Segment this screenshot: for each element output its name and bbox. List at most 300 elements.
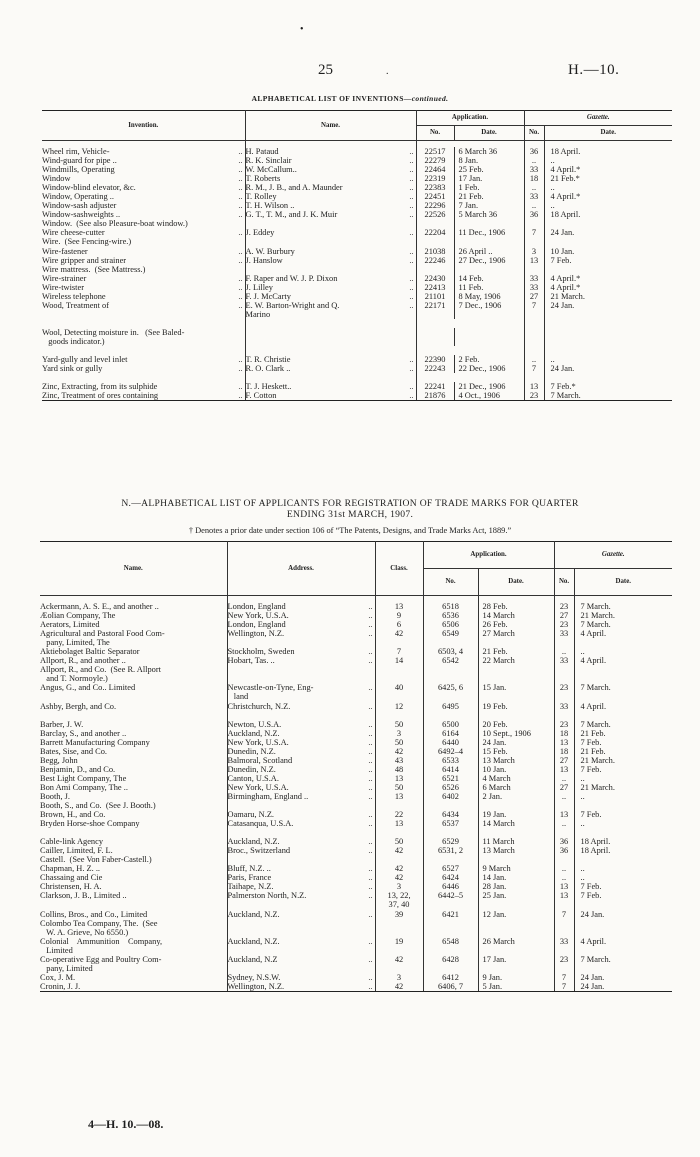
spacer-cell [245, 373, 397, 382]
application-no-cell [423, 674, 478, 683]
application-date-cell: 25 Feb. [454, 165, 524, 174]
address-cell [227, 964, 359, 973]
gazette-date-cell: 18 April. [550, 210, 581, 220]
class-cell: 50 [375, 738, 423, 747]
name-leader [220, 837, 227, 846]
gazette-no-cell: 33 [554, 702, 574, 711]
address-leader: .. [359, 819, 375, 828]
address-cell [227, 855, 359, 864]
application-no-cell: 6406, 7 [423, 982, 478, 992]
application-date-cell: 11 Feb. [454, 283, 524, 292]
gazette-no-cell [554, 919, 574, 928]
name-leader [220, 738, 227, 747]
application-no-cell: 22246 [416, 256, 454, 265]
name-leader: .. [397, 174, 416, 183]
application-date-cell: 7 Dec., 1906 [454, 301, 524, 310]
application-no-cell [423, 801, 478, 810]
application-date-cell: 11 March [478, 837, 554, 846]
spacer-cell [245, 346, 397, 355]
gazette-no-cell: 7 [524, 301, 544, 310]
address-cell: Auckland, N.Z. [227, 728, 280, 738]
inventions-col-gazette-no: No. [524, 126, 544, 141]
application-no-cell: 22383 [416, 183, 454, 192]
address-cell [227, 674, 359, 683]
application-no-cell: 6425, 6 [423, 683, 478, 692]
class-cell: 42 [375, 873, 423, 882]
application-date-cell [478, 900, 554, 909]
application-date-cell [454, 328, 524, 337]
inventions-row [42, 192, 672, 201]
inventions-row [42, 174, 672, 183]
gazette-no-cell: .. [554, 774, 574, 783]
address-cell: Auckland, N.Z. [227, 936, 280, 946]
name-leader [397, 337, 416, 346]
application-date-cell: 10 Jan. [478, 765, 554, 774]
name-leader [220, 620, 227, 629]
invention-cell: Window-sash adjuster [42, 201, 117, 211]
applicant-name-cell: F. J. McCarty [245, 291, 291, 301]
applicant-name-cell [245, 328, 397, 337]
application-date-cell: 22 March [478, 656, 554, 665]
application-no-cell: 6518 [423, 602, 478, 611]
invention-leader: .. [231, 174, 245, 183]
application-no-cell: 6440 [423, 738, 478, 747]
application-no-cell: 22430 [416, 274, 454, 283]
gazette-no-cell [524, 219, 544, 228]
address-cell: Oamaru, N.Z. [227, 810, 275, 820]
address-cell: Auckland, N.Z. [227, 909, 280, 919]
gazette-date-cell: .. [550, 156, 555, 166]
invention-cell: Zinc, Extracting, from its sulphide [42, 382, 158, 392]
name-leader: .. [397, 256, 416, 265]
invention-leader: .. [231, 210, 245, 219]
application-date-cell: 14 Jan. [478, 873, 554, 882]
class-cell: 42 [375, 955, 423, 964]
address-cell: Auckland, N.Z [227, 954, 278, 964]
invention-cell: Window, Operating .. [42, 192, 114, 202]
gazette-date-cell: 7 March. [580, 620, 611, 630]
gazette-date-cell: 24 Jan. [574, 982, 672, 992]
trade-marks-row [40, 864, 672, 873]
gazette-no-cell: 27 [554, 756, 574, 765]
address-leader: .. [359, 810, 375, 819]
gazette-no-cell [554, 638, 574, 647]
gazette-date-cell: 4 April. [580, 701, 607, 711]
trade-marks-col-address: Address. [227, 542, 375, 596]
class-cell [375, 674, 423, 683]
class-cell: 13 [375, 819, 423, 828]
application-no-cell [423, 665, 478, 674]
trade-mark-name-cell: Cailler, Limited, F. L. [40, 846, 113, 856]
name-leader [220, 810, 227, 819]
class-cell: 42 [375, 864, 423, 873]
name-leader [220, 900, 227, 909]
trade-marks-note: † Denotes a prior date under section 106 of “The Patents, Designs, and Trade Marks Act, 1889.” [188, 526, 512, 535]
inventions-row [42, 265, 672, 274]
name-leader [220, 882, 227, 891]
trade-mark-name-cell: Aktiebolaget Baltic Separator [40, 647, 140, 657]
gazette-no-cell: 18 [524, 174, 544, 183]
trade-mark-name-cell: Co-operative Egg and Poultry Com- [40, 954, 162, 964]
gazette-date-cell [574, 674, 672, 683]
applicant-name-cell: T. J. Heskett.. [245, 382, 292, 392]
application-no-cell: 6548 [423, 937, 478, 946]
application-date-cell: 22 Dec., 1906 [454, 364, 524, 373]
trade-mark-name-cell: Collins, Bros., and Co., Limited [40, 909, 148, 919]
application-no-cell: 22464 [416, 165, 454, 174]
inventions-row [42, 301, 672, 310]
address-leader [359, 964, 375, 973]
spacer-cell [524, 373, 544, 382]
name-leader: .. [397, 247, 416, 256]
spacer-cell [524, 346, 544, 355]
application-no-cell: 6428 [423, 955, 478, 964]
applicant-name-cell [245, 237, 397, 246]
gazette-no-cell: 13 [524, 382, 544, 391]
name-leader: .. [397, 382, 416, 391]
address-cell: Broc., Switzerland [227, 846, 291, 856]
name-leader: .. [397, 192, 416, 201]
inventions-row [42, 364, 672, 373]
trade-marks-row [40, 747, 672, 756]
name-leader: .. [397, 210, 416, 219]
gazette-date-cell [574, 638, 672, 647]
applicant-name-cell: J. Hanslow [245, 255, 283, 265]
trade-mark-name-cell: Brown, H., and Co. [40, 810, 106, 820]
gazette-date-cell: 7 March. [580, 683, 611, 693]
trade-mark-name-cell: Benjamin, D., and Co. [40, 764, 116, 774]
application-no-cell: 22526 [416, 210, 454, 219]
gazette-date-cell: 24 Jan. [550, 300, 575, 310]
class-cell: 13 [375, 602, 423, 611]
address-cell [227, 919, 359, 928]
trade-marks-row [40, 692, 672, 701]
application-no-cell [416, 337, 454, 346]
invention-leader: .. [231, 382, 245, 391]
name-leader: .. [397, 147, 416, 156]
application-no-cell [416, 219, 454, 228]
address-leader [359, 855, 375, 864]
gazette-no-cell: .. [524, 183, 544, 192]
inventions-col-invention: Invention. [42, 111, 245, 141]
class-cell: 22 [375, 810, 423, 819]
application-date-cell [478, 919, 554, 928]
gazette-no-cell: 18 [554, 747, 574, 756]
address-leader: .. [359, 982, 375, 992]
name-leader [220, 973, 227, 982]
application-date-cell [454, 337, 524, 346]
application-date-cell: 13 March [478, 756, 554, 765]
trade-mark-name-cell: Bon Ami Company, The .. [40, 782, 128, 792]
trade-marks-col-application: Application. [423, 542, 554, 569]
trade-mark-name-cell: Bryden Horse-shoe Company [40, 819, 140, 829]
trade-marks-header-row-1 [40, 542, 672, 569]
name-leader [220, 982, 227, 992]
trade-mark-name-cell: Allport, R., and Co. (See R. Allport [40, 665, 227, 674]
address-cell: Canton, U.S.A. [227, 773, 279, 783]
applicant-name-cell: F. Cotton [245, 391, 397, 401]
gazette-no-cell: 27 [554, 783, 574, 792]
trade-marks-gap-row [40, 828, 672, 837]
gazette-no-cell: 13 [524, 256, 544, 265]
application-date-cell: 5 Jan. [478, 982, 554, 992]
address-cell: Wellington, N.Z. [227, 982, 359, 992]
gazette-no-cell: 33 [524, 192, 544, 201]
applicant-name-cell: T. H. Wilson .. [245, 201, 295, 211]
gazette-date-cell: 21 Feb.* [550, 174, 580, 184]
address-leader: .. [359, 611, 375, 620]
spacer-cell [40, 711, 220, 720]
address-leader: .. [359, 629, 375, 638]
gazette-date-cell: 7 March. [580, 719, 611, 729]
application-date-cell: 21 Dec., 1906 [454, 382, 524, 391]
class-cell: 9 [375, 611, 423, 620]
invention-cell: Yard sink or gully [42, 364, 103, 374]
trade-marks-row [40, 819, 672, 828]
trade-marks-row [40, 683, 672, 692]
class-cell: 13 [375, 792, 423, 801]
spacer-cell [231, 319, 245, 328]
address-leader [359, 692, 375, 701]
address-leader: .. [359, 620, 375, 629]
name-leader [397, 328, 416, 337]
application-no-cell: 6537 [423, 819, 478, 828]
gazette-date-cell [544, 337, 672, 346]
application-no-cell: 6503, 4 [423, 647, 478, 656]
address-cell: Taihape, N.Z. [227, 882, 274, 892]
name-leader [397, 310, 416, 319]
invention-cell: Wire mattress. (See Mattress.) [42, 265, 245, 274]
spacer-cell [524, 319, 544, 328]
application-no-cell [423, 692, 478, 701]
address-leader [359, 674, 375, 683]
trade-marks-row [40, 801, 672, 810]
invention-leader: .. [231, 391, 245, 401]
address-leader: .. [359, 955, 375, 964]
trade-marks-row [40, 629, 672, 638]
gazette-date-cell: 24 Jan. [580, 972, 605, 982]
gazette-date-cell: .. [580, 791, 585, 801]
gazette-no-cell: 33 [524, 283, 544, 292]
address-leader [359, 801, 375, 810]
inventions-col-name: Name. [245, 111, 416, 141]
spacer-cell [554, 828, 574, 837]
application-no-cell: 22390 [416, 355, 454, 364]
gazette-no-cell: .. [554, 819, 574, 828]
spacer-cell [227, 828, 359, 837]
invention-leader: .. [231, 183, 245, 192]
inventions-row [42, 147, 672, 156]
inventions-caption [0, 94, 700, 103]
trade-mark-name-cell: Colonial Ammunition Company, [40, 936, 163, 946]
gazette-no-cell [554, 665, 574, 674]
invention-cell: Wire-fastener [42, 246, 88, 256]
address-cell: New York, U.S.A. [227, 782, 289, 792]
application-date-cell: 28 Feb. [478, 602, 554, 611]
trade-mark-name-cell: pany, Limited [40, 964, 227, 973]
application-no-cell: 6492–4 [423, 747, 478, 756]
trade-mark-name-cell: Best Light Company, The [40, 773, 127, 783]
invention-cell: Wire-strainer [42, 273, 87, 283]
spacer-cell [359, 828, 375, 837]
gazette-date-cell [574, 665, 672, 674]
gazette-date-cell: 4 April.* [550, 165, 581, 175]
gazette-no-cell: 33 [524, 165, 544, 174]
inventions-row [42, 201, 672, 210]
applicant-name-cell: T. R. Christie [245, 354, 291, 364]
trade-marks-gap-row [40, 711, 672, 720]
name-leader [220, 765, 227, 774]
trade-marks-row [40, 964, 672, 973]
name-leader [397, 219, 416, 228]
applicant-name-cell: H. Pataud [245, 147, 279, 156]
applicant-name-cell: J. Eddey [245, 228, 275, 238]
application-no-cell: 6495 [423, 702, 478, 711]
name-leader [397, 265, 416, 274]
name-leader: .. [397, 183, 416, 192]
gazette-no-cell [554, 900, 574, 909]
address-cell: land [227, 692, 249, 702]
inventions-row [42, 219, 672, 228]
class-cell: 3 [375, 882, 423, 891]
trade-mark-name-cell [40, 900, 220, 909]
inventions-col-application: Application. [416, 111, 524, 126]
gazette-no-cell: 7 [524, 364, 544, 373]
spacer-cell [220, 828, 227, 837]
application-no-cell: 6414 [423, 765, 478, 774]
spacer-cell [231, 373, 245, 382]
address-cell: Hobart, Tas. .. [227, 656, 275, 666]
application-no-cell: 6424 [423, 873, 478, 882]
gazette-no-cell: 13 [554, 891, 574, 900]
invention-cell: Window [42, 174, 71, 184]
trade-marks-row [40, 855, 672, 864]
name-leader [220, 864, 227, 873]
application-date-cell [478, 801, 554, 810]
trade-marks-row [40, 774, 672, 783]
gazette-no-cell: 36 [524, 147, 544, 156]
gazette-date-cell: 4 April.* [550, 273, 581, 283]
application-date-cell: 28 Jan. [478, 882, 554, 891]
address-leader [359, 638, 375, 647]
application-date-cell: 27 March [478, 629, 554, 638]
application-no-cell: 6527 [423, 864, 478, 873]
trade-marks-row [40, 783, 672, 792]
address-leader: .. [359, 873, 375, 882]
address-leader [359, 919, 375, 928]
trade-marks-row [40, 973, 672, 982]
application-no-cell: 6531, 2 [423, 846, 478, 855]
application-no-cell [423, 946, 478, 955]
application-no-cell: 6164 [423, 729, 478, 738]
application-date-cell [478, 674, 554, 683]
name-leader [220, 819, 227, 828]
gazette-date-cell [574, 946, 672, 955]
applicant-name-cell: E. W. Barton-Wright and Q. [245, 300, 340, 310]
address-cell [227, 946, 359, 955]
class-cell [375, 946, 423, 955]
trade-marks-row [40, 720, 672, 729]
trade-mark-name-cell: Booth, J. [40, 791, 71, 801]
gazette-no-cell [554, 692, 574, 701]
address-cell: Newton, U.S.A. [227, 719, 282, 729]
class-cell [375, 801, 423, 810]
application-date-cell [454, 237, 524, 246]
invention-cell: Wire. (See Fencing-wire.) [42, 237, 245, 246]
gazette-date-cell [574, 928, 672, 937]
application-date-cell: 2 Jan. [478, 792, 554, 801]
address-leader: .. [359, 910, 375, 919]
application-no-cell: 6446 [423, 882, 478, 891]
application-no-cell [416, 237, 454, 246]
gazette-date-cell [544, 237, 672, 246]
gazette-date-cell [574, 919, 672, 928]
application-date-cell [478, 855, 554, 864]
class-cell: 40 [375, 683, 423, 692]
trade-mark-name-cell: Cable-link Agency [40, 837, 104, 847]
spacer-cell [544, 346, 672, 355]
name-leader: .. [397, 301, 416, 310]
inventions-row [42, 247, 672, 256]
address-leader [359, 946, 375, 955]
trade-mark-name-cell: Chapman, H. Z. .. [40, 864, 101, 874]
name-leader: .. [397, 201, 416, 210]
gazette-date-cell: 7 Feb. [580, 891, 602, 901]
applicant-name-cell: A. W. Burbury [245, 246, 295, 256]
invention-cell: Window-sashweights .. [42, 210, 121, 220]
trade-marks-row [40, 702, 672, 711]
trade-marks-col-class: Class. [375, 542, 423, 596]
spacer-cell [478, 711, 554, 720]
gazette-date-cell: 24 Jan. [550, 364, 575, 374]
application-no-cell: 6533 [423, 756, 478, 765]
address-leader: .. [359, 702, 375, 711]
name-leader [220, 647, 227, 656]
application-no-cell: 22296 [416, 201, 454, 210]
address-leader: .. [359, 602, 375, 611]
trade-marks-row [40, 900, 672, 909]
name-leader [220, 873, 227, 882]
application-no-cell: 6542 [423, 656, 478, 665]
application-no-cell: 22171 [416, 301, 454, 310]
application-no-cell: 22319 [416, 174, 454, 183]
spacer-cell [227, 711, 359, 720]
spacer-cell [375, 711, 423, 720]
trade-marks-col-gazette-no: No. [554, 569, 574, 596]
trade-marks-row [40, 810, 672, 819]
invention-leader: .. [231, 364, 245, 373]
gazette-date-cell: 4 April.* [550, 282, 581, 292]
trade-marks-row [40, 674, 672, 683]
application-date-cell: 9 March [478, 864, 554, 873]
trade-mark-name-cell: Chassaing and Cie [40, 873, 103, 883]
invention-cell: Window. (See also Pleasure-boat window.) [42, 219, 245, 228]
trade-mark-name-cell: Allport, R., and another .. [40, 656, 126, 666]
trade-mark-name-cell: Clarkson, J. B., Limited .. [40, 891, 127, 901]
application-date-cell: 13 March [478, 846, 554, 855]
gazette-no-cell: .. [554, 873, 574, 882]
name-leader: .. [397, 274, 416, 283]
address-cell: Dunedin, N.Z. [227, 746, 276, 756]
gazette-no-cell: 27 [524, 292, 544, 301]
gazette-no-cell: 7 [554, 973, 574, 982]
inventions-caption-cont: continued. [411, 94, 449, 103]
address-leader [359, 900, 375, 909]
name-leader [220, 910, 227, 919]
inventions-row [42, 355, 672, 364]
spacer-cell [454, 346, 524, 355]
application-date-cell [478, 946, 554, 955]
